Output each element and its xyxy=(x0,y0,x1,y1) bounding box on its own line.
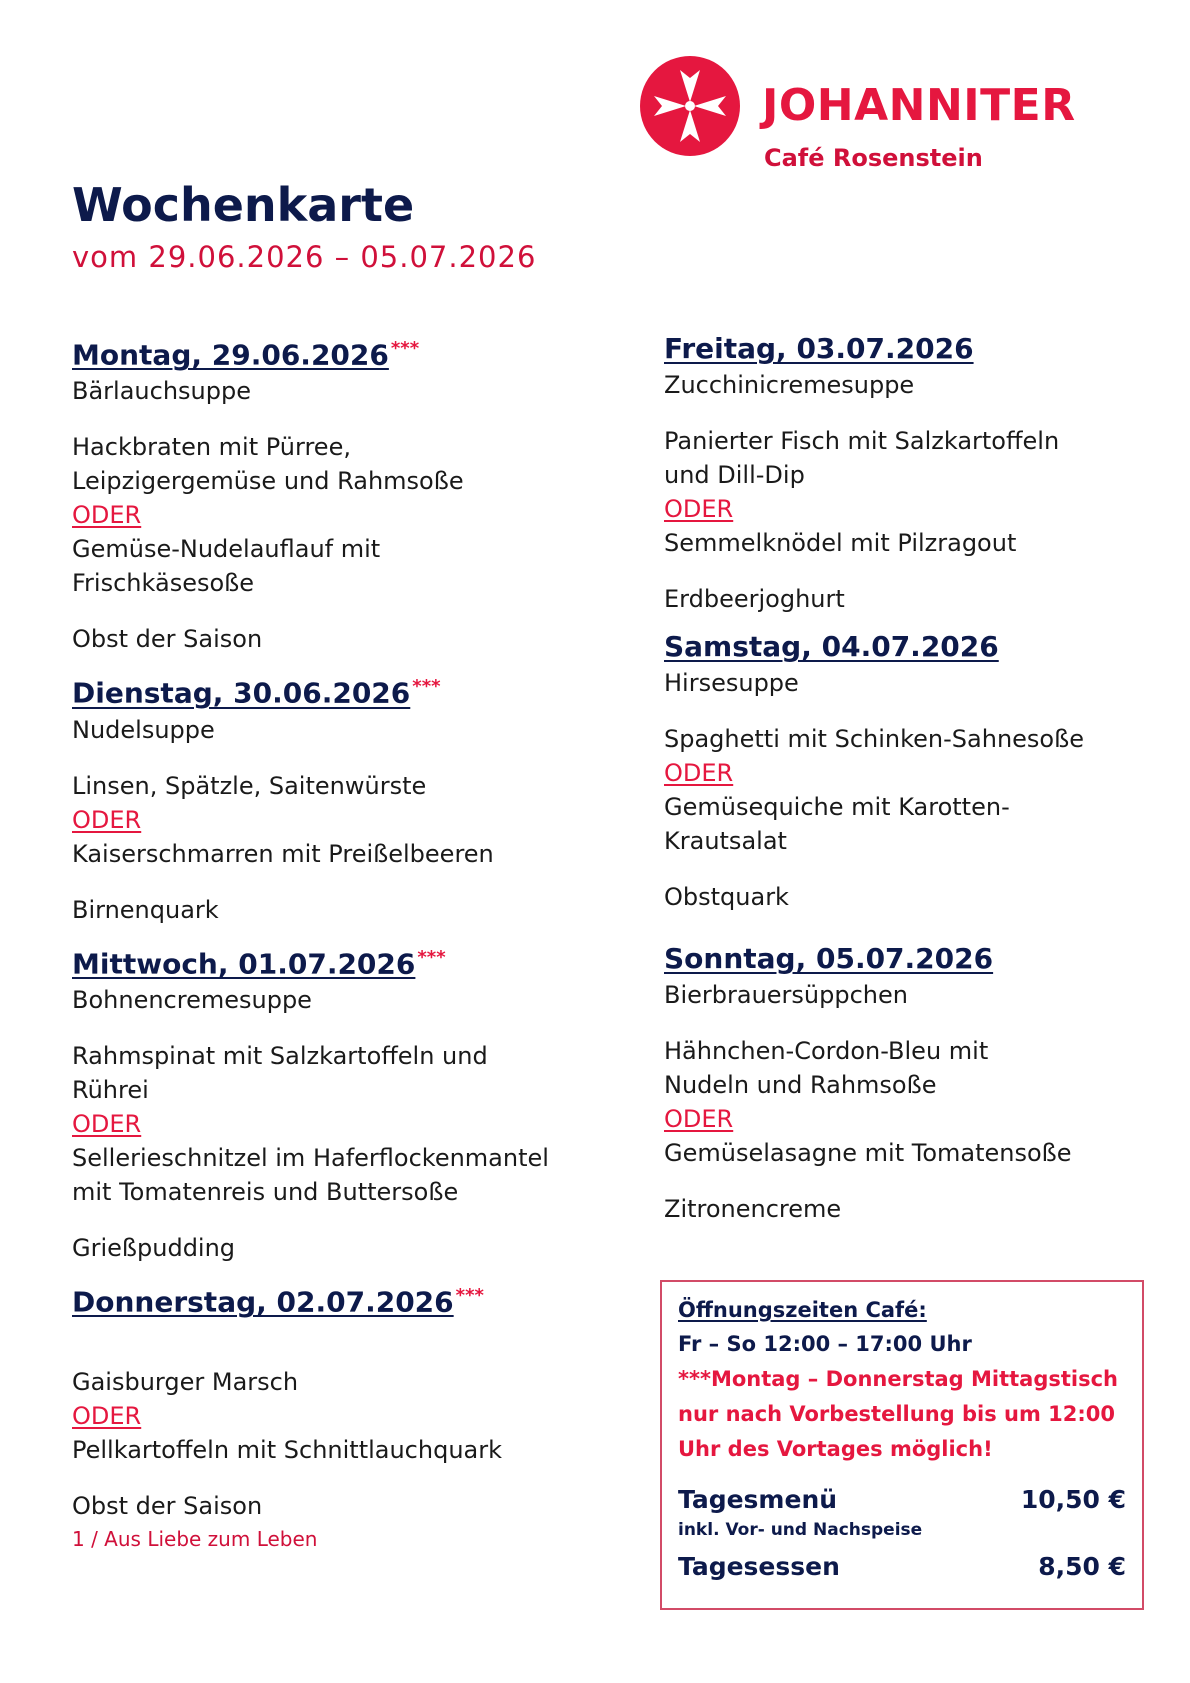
soup-item: Bohnencremesuppe xyxy=(72,985,312,1014)
alt-dish-line: mit Tomatenreis und Buttersoße xyxy=(72,1177,459,1206)
daily-menu-includes: inkl. Vor- und Nachspeise xyxy=(678,1520,923,1540)
alt-dish-line: Kaiserschmarren mit Preißelbeeren xyxy=(72,839,494,868)
dessert-item: Birnenquark xyxy=(72,895,219,924)
soup-item: Zucchinicremesuppe xyxy=(664,371,915,399)
date-range: vom 29.06.2026 – 05.07.2026 xyxy=(72,240,537,274)
main-dish-line: Hackbraten mit Pürree, xyxy=(72,433,351,462)
day-heading-text: Dienstag, 30.06.2026 xyxy=(72,676,411,710)
day-section xyxy=(72,1277,632,1523)
main-dish-line: und Dill-Dip xyxy=(664,461,805,489)
or-separator: ODER xyxy=(72,501,142,530)
day-heading xyxy=(72,939,446,983)
preorder-note-line: ***Montag – Donnerstag Mittagstisch xyxy=(678,1367,1119,1391)
preorder-stars: *** xyxy=(417,946,446,968)
daily-menu-price: 10,50 € xyxy=(1020,1485,1126,1514)
alt-dish-line: Gemüsequiche mit Karotten- xyxy=(664,793,1010,821)
main-dish-line: Leipzigergemüse und Rahmsoße xyxy=(72,467,464,496)
day-heading-text: Sonntag, 05.07.2026 xyxy=(664,942,994,975)
main-dish-line: Rührei xyxy=(72,1075,149,1104)
alt-dish-line: Sellerieschnitzel im Haferflockenmantel xyxy=(72,1143,549,1172)
preorder-note-line: Uhr des Vortages möglich! xyxy=(678,1437,993,1461)
maltese-cross-icon xyxy=(640,56,740,156)
day-heading-wrap xyxy=(72,939,446,983)
day-heading-wrap xyxy=(72,330,419,374)
day-heading xyxy=(72,1277,484,1321)
dessert-item: Erdbeerjoghurt xyxy=(664,585,845,613)
spacer xyxy=(664,914,1134,940)
day-heading-wrap xyxy=(664,628,999,666)
main-dish-line: Panierter Fisch mit Salzkartoffeln xyxy=(664,427,1060,455)
opening-hours-title: Öffnungszeiten Café: xyxy=(678,1298,927,1322)
spacer xyxy=(664,700,1134,722)
main-dish-line: Rahmspinat mit Salzkartoffeln und xyxy=(72,1041,488,1070)
spacer xyxy=(664,1170,1134,1192)
spacer xyxy=(72,600,632,622)
day-heading xyxy=(72,330,419,374)
day-heading-wrap xyxy=(664,330,974,368)
preorder-stars: *** xyxy=(412,676,441,698)
day-heading-wrap xyxy=(72,668,441,712)
daily-meal-row xyxy=(678,1552,1126,1581)
daily-menu-label: Tagesmenü xyxy=(678,1485,838,1514)
spacer xyxy=(72,408,632,430)
soup-item: Bierbrauersüppchen xyxy=(664,981,908,1009)
alt-dish-line: Pellkartoffeln mit Schnittlauchquark xyxy=(72,1436,503,1465)
alt-dish-line: Semmelknödel mit Pilzragout xyxy=(664,529,1017,557)
spacer xyxy=(72,1321,632,1343)
day-heading xyxy=(664,628,999,666)
spacer xyxy=(72,747,632,769)
info-box xyxy=(660,1280,1144,1610)
soup-item: Hirsesuppe xyxy=(664,669,799,697)
day-section xyxy=(72,330,632,656)
soup-item: Bärlauchsuppe xyxy=(72,377,251,406)
spacer xyxy=(72,1209,632,1231)
alt-dish-line: Gemüselasagne mit Tomatensoße xyxy=(664,1139,1072,1167)
day-heading-text: Samstag, 04.07.2026 xyxy=(664,630,999,663)
day-section xyxy=(664,330,1134,616)
main-dish-line: Spaghetti mit Schinken-Sahnesoße xyxy=(664,725,1084,753)
day-heading-wrap xyxy=(72,1277,484,1321)
daily-meal-price: 8,50 € xyxy=(1038,1552,1126,1581)
or-separator: ODER xyxy=(664,759,734,787)
day-heading xyxy=(72,668,441,712)
daily-menu-row xyxy=(678,1485,1126,1514)
menu-column-right xyxy=(664,330,1134,1226)
dessert-item: Zitronencreme xyxy=(664,1195,842,1223)
day-heading-text: Mittwoch, 01.07.2026 xyxy=(72,946,416,980)
preorder-stars: *** xyxy=(390,338,420,359)
preorder-note-line: nur nach Vorbestellung bis um 12:00 xyxy=(678,1402,1116,1426)
spacer xyxy=(72,1467,632,1489)
page-title: Wochenkarte xyxy=(72,178,415,232)
day-section xyxy=(72,939,632,1265)
menu-column-left xyxy=(72,330,632,1551)
main-dish-line: Hähnchen-Cordon-Bleu mit xyxy=(664,1037,989,1065)
dessert-item: Obstquark xyxy=(664,883,789,911)
or-separator: ODER xyxy=(72,1402,142,1431)
daily-meal-label: Tagesessen xyxy=(678,1552,840,1581)
spacer xyxy=(664,560,1134,582)
spacer xyxy=(72,927,632,939)
spacer xyxy=(664,1012,1134,1034)
day-heading-text: Freitag, 03.07.2026 xyxy=(664,332,974,365)
or-separator: ODER xyxy=(72,805,142,834)
spacer xyxy=(664,616,1134,628)
or-separator: ODER xyxy=(72,1109,142,1138)
main-dish-line: Nudeln und Rahmsoße xyxy=(664,1071,937,1099)
alt-dish-line: Krautsalat xyxy=(664,827,787,855)
spacer xyxy=(664,402,1134,424)
day-section xyxy=(664,628,1134,914)
opening-hours: Fr – So 12:00 – 17:00 Uhr xyxy=(678,1332,972,1356)
day-heading xyxy=(664,330,974,368)
brand-subname: Café Rosenstein xyxy=(764,144,983,172)
main-dish-line: Gaisburger Marsch xyxy=(72,1368,299,1397)
dessert-item: Obst der Saison xyxy=(72,625,263,654)
spacer xyxy=(72,871,632,893)
day-heading-text: Montag, 29.06.2026 xyxy=(72,338,389,372)
spacer xyxy=(72,1017,632,1039)
day-heading-wrap xyxy=(664,940,993,978)
spacer xyxy=(664,858,1134,880)
or-separator: ODER xyxy=(664,495,734,523)
page-footer: 1 / Aus Liebe zum Leben xyxy=(72,1527,318,1552)
spacer xyxy=(72,1343,632,1365)
day-section xyxy=(664,940,1134,1226)
spacer xyxy=(72,656,632,668)
main-dish-line: Linsen, Spätzle, Saitenwürste xyxy=(72,771,427,800)
dessert-item: Obst der Saison xyxy=(72,1492,263,1521)
or-separator: ODER xyxy=(664,1105,734,1133)
brand-name: JOHANNITER xyxy=(762,80,1076,131)
day-heading-text: Donnerstag, 02.07.2026 xyxy=(72,1285,454,1319)
preorder-stars: *** xyxy=(455,1284,484,1306)
alt-dish-line: Frischkäsesoße xyxy=(72,569,255,598)
soup-item: Nudelsuppe xyxy=(72,715,215,744)
day-section xyxy=(72,668,632,926)
alt-dish-line: Gemüse-Nudelauflauf mit xyxy=(72,535,381,564)
day-heading xyxy=(664,940,993,978)
spacer xyxy=(72,1265,632,1277)
dessert-item: Grießpudding xyxy=(72,1233,236,1262)
